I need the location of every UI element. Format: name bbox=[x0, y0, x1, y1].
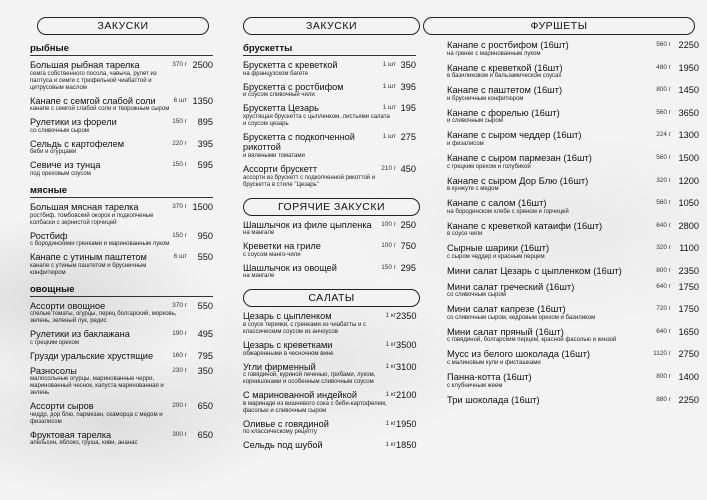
menu-item bbox=[243, 440, 416, 451]
menu-item-weight: 1 кг bbox=[385, 340, 396, 348]
menu-item-price: 2350 bbox=[396, 311, 417, 322]
menu-item-weight: 1 шт bbox=[382, 82, 396, 90]
menu-item bbox=[447, 372, 699, 390]
menu-item-name: С маринованной индейкой bbox=[243, 390, 358, 401]
menu-item-price: 1450 bbox=[678, 85, 699, 96]
menu-item-weight: 370 г bbox=[172, 202, 187, 210]
menu-item-price: 2800 bbox=[678, 220, 699, 231]
menu-item-name: Три шоколада (16шт) bbox=[447, 393, 540, 405]
menu-item-weight: 224 г bbox=[656, 131, 671, 139]
menu-item-weight: 200 г bbox=[172, 402, 187, 410]
menu-item-description: на мангале bbox=[243, 230, 275, 237]
menu-item-price: 1500 bbox=[192, 201, 213, 212]
menu-item-name: Мусс из белого шоколада (16шт) bbox=[447, 348, 591, 360]
menu-item-name: Шашлычок из филе цыпленка bbox=[243, 219, 372, 230]
menu-item-name: Ростбиф bbox=[30, 230, 68, 241]
menu-item bbox=[243, 419, 416, 437]
section-title: ЗАКУСКИ bbox=[37, 17, 209, 35]
menu-item-name: Брускетта с креветкой bbox=[243, 60, 338, 70]
menu-item bbox=[447, 63, 699, 81]
menu-item bbox=[243, 60, 416, 78]
menu-item-description: и вялеными томатами bbox=[243, 152, 305, 159]
menu-item bbox=[30, 96, 213, 114]
menu-item-weight: 640 г bbox=[656, 221, 671, 229]
menu-item-description: со сливочным сыром bbox=[447, 292, 506, 299]
menu-item-description: обжаренными в чесночном вине bbox=[243, 350, 334, 357]
menu-subcategory: овощные bbox=[30, 284, 213, 297]
menu-item-description: с говядиной, куриной печенью, грибами, луком, корнишонами и особенным сливочным соусом bbox=[243, 372, 376, 386]
menu-item bbox=[243, 263, 416, 281]
menu-item-weight: 1 шт bbox=[382, 61, 396, 68]
menu-item-weight: 1 кг bbox=[385, 419, 396, 427]
menu-column-1 bbox=[30, 0, 213, 447]
menu-item-description: чеддр, дор блю, пармезан, скаморца с медом и физалисом bbox=[30, 411, 163, 425]
menu-item-name: Брускетта Цезарь bbox=[243, 103, 319, 114]
menu-item-weight: 560 г bbox=[656, 153, 671, 161]
menu-item-weight: 640 г bbox=[656, 327, 671, 335]
menu-item-price: 1400 bbox=[678, 371, 699, 382]
menu-item-name: Мини салат пряный (16шт) bbox=[447, 325, 564, 337]
menu-item-name: Разносолы bbox=[30, 365, 77, 376]
menu-item bbox=[447, 282, 699, 300]
menu-item-price: 1750 bbox=[678, 304, 699, 315]
menu-item-description: с малиновым кули и фисташками bbox=[447, 359, 541, 366]
menu-item bbox=[447, 395, 699, 406]
menu-item-description: в базиликовом и бальзамическом соусах bbox=[447, 73, 562, 80]
menu-item bbox=[447, 327, 699, 345]
menu-item-price: 650 bbox=[197, 401, 213, 412]
menu-item-name: Фруктовая тарелка bbox=[30, 429, 112, 440]
menu-item bbox=[447, 153, 699, 171]
menu-item-name: Канапе с форелью (16шт) bbox=[447, 106, 560, 118]
menu-item-name: Сельдь с картофелем bbox=[30, 138, 125, 149]
menu-item-price: 595 bbox=[197, 160, 213, 171]
menu-item-name: Мини салат греческий (16шт) bbox=[447, 280, 575, 292]
menu-item-price: 1350 bbox=[192, 95, 213, 106]
menu-item-price: 395 bbox=[197, 138, 213, 149]
menu-item-price: 250 bbox=[400, 219, 416, 230]
menu-item-weight: 230 г bbox=[172, 366, 187, 374]
menu-item-description: и сливочным сыром bbox=[447, 118, 503, 125]
menu-subcategory: брускетты bbox=[243, 43, 416, 56]
section-title: САЛАТЫ bbox=[243, 289, 420, 307]
section-title: ГОРЯЧИЕ ЗАКУСКИ bbox=[243, 198, 420, 216]
menu-item bbox=[30, 231, 213, 249]
menu-item bbox=[243, 82, 416, 100]
menu-item bbox=[243, 340, 416, 358]
menu-item-price: 1050 bbox=[678, 198, 699, 209]
menu-item-weight: 560 г bbox=[656, 199, 671, 207]
menu-item-price: 1850 bbox=[396, 440, 417, 451]
menu-item-weight: 210 г bbox=[381, 164, 396, 172]
menu-item-description: с грецким орехом и голубикой bbox=[447, 163, 531, 170]
menu-item bbox=[243, 103, 416, 128]
menu-item-price: 2750 bbox=[678, 349, 699, 360]
menu-item-weight: 560 г bbox=[656, 108, 671, 116]
menu-item bbox=[30, 329, 213, 347]
menu-item-price: 3650 bbox=[678, 107, 699, 118]
menu-item-price: 650 bbox=[197, 429, 213, 440]
menu-item bbox=[30, 60, 213, 92]
menu-item-price: 950 bbox=[197, 230, 213, 241]
menu-item-name: Канапе с сыром Дор Блю (16шт) bbox=[447, 174, 589, 186]
menu-item-price: 895 bbox=[197, 117, 213, 128]
menu-item-weight: 560 г bbox=[656, 41, 671, 48]
menu-item-price: 1300 bbox=[678, 130, 699, 141]
menu-item-name: Ассорти брускетт bbox=[243, 163, 318, 174]
menu-item-name: Мини салат капрезе (16шт) bbox=[447, 303, 566, 315]
menu-item bbox=[243, 164, 416, 189]
menu-column-3 bbox=[447, 0, 699, 405]
menu-item-weight: 6 шт bbox=[173, 96, 187, 104]
menu-item bbox=[243, 362, 416, 387]
menu-item-name: Канапе с семгой слабой соли bbox=[30, 95, 156, 106]
menu-item-name: Рулетики из форели bbox=[30, 117, 117, 128]
menu-item-weight: 1 кг bbox=[385, 391, 396, 399]
menu-item-price: 1100 bbox=[679, 243, 699, 254]
menu-item bbox=[447, 85, 699, 103]
menu-item-description: на бородинском хлебе с хреном и горчицей bbox=[447, 208, 569, 215]
menu-item-price: 2250 bbox=[678, 394, 699, 405]
menu-item-weight: 720 г bbox=[656, 305, 671, 313]
menu-item-description: с грецким орехом bbox=[30, 339, 80, 346]
menu-item bbox=[30, 401, 213, 426]
menu-item-name: Севиче из тунца bbox=[30, 160, 101, 171]
menu-item-name: Большая рыбная тарелка bbox=[30, 60, 140, 70]
menu-item-weight: 480 г bbox=[656, 63, 671, 71]
menu-item-name: Оливье с говядиной bbox=[243, 418, 329, 429]
menu-item-description: на гренке с маринованным луком bbox=[447, 50, 541, 57]
menu-item bbox=[447, 221, 699, 239]
menu-item-price: 395 bbox=[400, 81, 416, 92]
menu-item-price: 3100 bbox=[396, 361, 417, 372]
menu-item-description: семга собственного посола, чавыча, рулет из палтуса и семги с трюфельной чиабаттой и цитрусовым маслом bbox=[30, 70, 157, 91]
menu-item-name: Канапе с креветкой (16шт) bbox=[447, 61, 563, 73]
menu-item-price: 2100 bbox=[396, 390, 417, 401]
menu-item-price: 1950 bbox=[678, 62, 699, 73]
menu-item-name: Ассорти овощное bbox=[30, 300, 106, 311]
menu-item-price: 2250 bbox=[678, 40, 699, 50]
menu-item-weight: 370 г bbox=[172, 61, 187, 68]
menu-item-price: 1950 bbox=[396, 418, 417, 429]
menu-item-name: Брускетта с ростбифом bbox=[243, 81, 344, 92]
menu-item-description: под ореховым соусом bbox=[30, 170, 91, 177]
menu-item-description: и физалисом bbox=[447, 140, 484, 147]
menu-item bbox=[447, 304, 699, 322]
menu-item-name: Большая мясная тарелка bbox=[30, 201, 139, 212]
menu-item bbox=[447, 266, 699, 277]
menu-item bbox=[30, 366, 213, 398]
menu-item-weight: 150 г bbox=[172, 118, 187, 126]
menu-item-description: с сыром чеддер и красным перцем bbox=[447, 253, 545, 260]
menu-item-description: в соусе терияки, с гренками из чиабатты и с классическим соусом из анчоусов bbox=[243, 321, 367, 335]
menu-item-weight: 220 г bbox=[172, 139, 187, 147]
menu-item-name: Панна-котта (16шт) bbox=[447, 370, 532, 382]
menu-item bbox=[243, 132, 416, 160]
menu-item-description: ростбиф, томбовский окорок и подкопченые колбаски с зернистой горчицей bbox=[30, 212, 154, 226]
menu-item-weight: 150 г bbox=[172, 161, 187, 169]
section-title: ФУРШЕТЫ bbox=[423, 17, 695, 35]
menu-item-name: Канапе с утиным паштетом bbox=[30, 252, 147, 263]
menu-item-name: Грузди уральские хрустящие bbox=[30, 350, 154, 361]
menu-item-price: 550 bbox=[197, 300, 213, 311]
menu-item-description: в соусе чили bbox=[447, 231, 483, 238]
menu-item-name: Канапе с ростбифом (16шт) bbox=[447, 39, 569, 50]
menu-item-name: Угли фирменный bbox=[243, 361, 316, 372]
menu-item-weight: 320 г bbox=[656, 244, 671, 252]
menu-item-name: Канапе с паштетом (16шт) bbox=[447, 84, 563, 96]
menu-item-weight: 100 г bbox=[381, 242, 396, 250]
menu-item-price: 450 bbox=[400, 163, 416, 174]
section-title: ЗАКУСКИ bbox=[243, 17, 420, 35]
menu-item-name: Брускетта с подкопченной рикоттой bbox=[243, 131, 355, 153]
menu-item-description: спелые томаты, огурцы, перец болгарский, морковь, зелень, зеленый лук, редис bbox=[30, 311, 177, 325]
menu-item bbox=[243, 220, 416, 238]
menu-item-name: Канапе с салом (16шт) bbox=[447, 197, 547, 209]
menu-item-name: Шашлычок из овощей bbox=[243, 262, 337, 273]
menu-item-description: хрустящая брускетта с цыпленком, листьями салата и соусом цезарь bbox=[243, 113, 390, 127]
menu-item bbox=[30, 202, 213, 227]
menu-item-price: 550 bbox=[197, 252, 213, 263]
menu-item-price: 1200 bbox=[678, 175, 699, 186]
menu-item-description: канапе с утиным паштетом и брусничным конфитюром bbox=[30, 262, 147, 276]
menu-item bbox=[447, 243, 699, 261]
menu-item-price: 1500 bbox=[678, 152, 699, 163]
menu-item bbox=[447, 176, 699, 194]
menu-item-description: с бородинскими гренками и маринованным луком bbox=[30, 241, 170, 248]
menu-subcategory: рыбные bbox=[30, 43, 213, 56]
menu-item-weight: 1 шт bbox=[382, 104, 396, 112]
menu-item-name: Ассорти сыров bbox=[30, 401, 94, 412]
menu-column-2 bbox=[243, 0, 416, 451]
menu-item-weight: 1120 г bbox=[653, 350, 671, 358]
menu-subcategory: мясные bbox=[30, 185, 213, 198]
menu-item-description: с соусом манго-чили bbox=[243, 251, 301, 258]
menu-item-description: и соусом сливочный чили bbox=[243, 92, 315, 99]
menu-item-weight: 640 г bbox=[656, 282, 671, 290]
menu-item-description: на мангале bbox=[243, 273, 275, 280]
menu-item-weight: 370 г bbox=[172, 301, 187, 309]
menu-item bbox=[243, 241, 416, 259]
menu-item-name: Канапе с креветкой катаифи (16шт) bbox=[447, 219, 603, 231]
menu-item-name: Сырные шарики (16шт) bbox=[447, 242, 550, 254]
menu-item-description: малосольные огурцы, маринованные черри, маринованный чеснок, капуста маринованная и зелень bbox=[30, 376, 164, 397]
menu-item-weight: 1 кг bbox=[385, 362, 396, 370]
menu-item-weight: 1 кг bbox=[385, 312, 396, 320]
menu-item bbox=[30, 139, 213, 157]
menu-item-price: 275 bbox=[400, 131, 416, 142]
menu-item-description: беби и огурцами bbox=[30, 149, 77, 156]
menu-item-name: Канапе с сыром пармезан (16шт) bbox=[447, 151, 592, 163]
menu-item bbox=[30, 252, 213, 277]
menu-item-price: 2500 bbox=[192, 60, 213, 70]
menu-item-price: 1650 bbox=[678, 326, 699, 337]
menu-item-price: 3500 bbox=[396, 339, 417, 350]
menu-item bbox=[30, 351, 213, 362]
menu-item bbox=[30, 430, 213, 448]
menu-item-description: в маринаде из вишневого сока с беби-картофелем, фасолью и сливочным сыром bbox=[243, 400, 387, 414]
menu-item-name: Цезарь с креветками bbox=[243, 339, 333, 350]
menu-item-description: с говядиной, болгарским перцем, красной фасолью и кинзой bbox=[447, 337, 617, 344]
menu-item bbox=[447, 108, 699, 126]
menu-item-weight: 1 шт bbox=[382, 132, 396, 140]
menu-item-weight: 880 г bbox=[656, 395, 671, 403]
menu-item-description: со сливочным сыром, кедровым орехом и базиликом bbox=[447, 314, 596, 321]
menu-item-price: 1750 bbox=[678, 281, 699, 292]
menu-item-weight: 160 г bbox=[172, 351, 187, 359]
menu-item-weight: 6 шт bbox=[173, 253, 187, 261]
menu-item-weight: 800 г bbox=[656, 372, 671, 380]
menu-item bbox=[30, 160, 213, 178]
menu-item-name: Рулетики из баклажана bbox=[30, 329, 130, 340]
menu-item bbox=[447, 198, 699, 216]
menu-item bbox=[447, 40, 699, 58]
menu-item-price: 750 bbox=[400, 241, 416, 252]
menu-item-weight: 1 кг bbox=[385, 441, 396, 449]
menu-item-name: Креветки на гриле bbox=[243, 241, 321, 252]
menu-item-name: Канапе с сыром чеддер (16шт) bbox=[447, 129, 582, 141]
menu-item bbox=[30, 117, 213, 135]
menu-item-weight: 100 г bbox=[381, 220, 396, 228]
menu-item-price: 295 bbox=[400, 262, 416, 273]
menu-item bbox=[447, 130, 699, 148]
menu-item-weight: 320 г bbox=[656, 176, 671, 184]
menu-item-name: Цезарь с цыпленком bbox=[243, 311, 332, 322]
menu-item-weight: 150 г bbox=[381, 263, 396, 271]
menu-item-description: ассорти из брускетт с подкопченной рикоттой и брускетта в стиле "Цезарь" bbox=[243, 174, 376, 188]
menu-item-weight: 150 г bbox=[172, 231, 187, 239]
menu-item-name: Сельдь под шубой bbox=[243, 440, 323, 451]
menu-item-price: 795 bbox=[197, 350, 213, 361]
menu-item-price: 495 bbox=[197, 329, 213, 340]
menu-item-description: канапе с семгой слабой соли и творожным сыром bbox=[30, 106, 170, 113]
menu-item-weight: 300 г bbox=[172, 430, 187, 438]
menu-item-description: со сливочным сыром bbox=[30, 127, 89, 134]
menu-item bbox=[243, 390, 416, 415]
menu-item-description: апельсин, яблоко, груша, киви, ананас bbox=[30, 440, 138, 447]
menu-item-price: 350 bbox=[400, 60, 416, 70]
menu-item bbox=[30, 301, 213, 326]
menu-item-weight: 800 г bbox=[656, 86, 671, 94]
menu-item-name: Мини салат Цезарь с цыпленком (16шт) bbox=[447, 264, 622, 276]
menu-item-weight: 800 г bbox=[656, 266, 671, 274]
menu-item-price: 2350 bbox=[678, 265, 699, 276]
menu-item bbox=[447, 349, 699, 367]
menu-item bbox=[243, 311, 416, 336]
menu-item-description: на французском багете bbox=[243, 70, 309, 77]
menu-item-price: 195 bbox=[400, 103, 416, 114]
menu-item-description: и брусничным конфитюром bbox=[447, 95, 524, 102]
menu-item-price: 350 bbox=[197, 365, 213, 376]
menu-item-weight: 190 г bbox=[172, 330, 187, 338]
menu-item-description: в кунжуте с медом bbox=[447, 186, 499, 193]
menu-item-description: с клубничным жеем bbox=[447, 382, 503, 389]
menu-item-description: по классическому рецепту bbox=[243, 429, 317, 436]
